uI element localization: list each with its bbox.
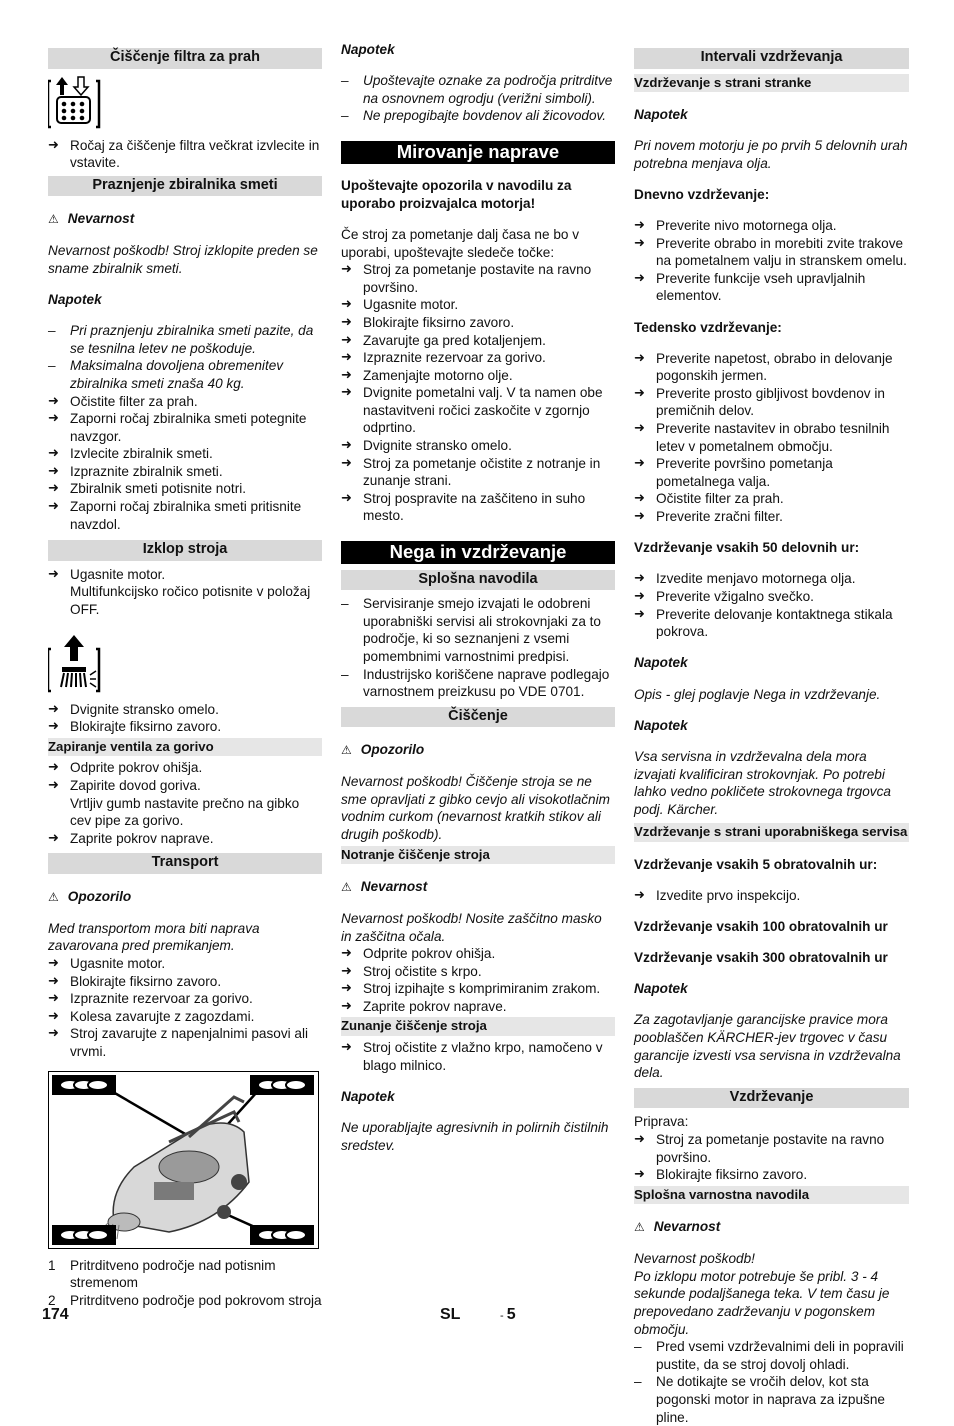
storage-intro: Če stroj za pometanje dalj časa ne bo v uporabi, upoštevajte sledeče točke: bbox=[341, 226, 580, 260]
bin-danger-text: Nevarnost poškodb! Stroj izklopite preden se sname zbiralnik smeti. bbox=[48, 243, 318, 276]
column-3 bbox=[634, 44, 909, 1426]
list-item: – Pred vsemi vzdrževalnimi deli in popravili pustite, da se stroj dovolj ohladi. bbox=[634, 1338, 909, 1373]
note-text: Za zagotavljanje garancijske pravice mora pooblaščen KÄRCHER-jev trgovec v času garancije izvesti vsa servisna in vzdrževalna dela. bbox=[634, 1012, 901, 1081]
list-item: ➜ Izpraznite zbiralnik smeti. bbox=[48, 463, 322, 481]
list-item: – Upoštevajte oznake za področja pritrditve na osnovnem ogrodju (verižni simboli). bbox=[341, 72, 615, 107]
heading-inner: Notranje čiščenje stroja bbox=[341, 846, 615, 865]
list-item: ➜ Stroj očistite z vlažno krpo, namočeno v blago milnico. bbox=[341, 1039, 615, 1074]
list-item: – Ne prepogibajte bovdenov ali žicovodov. bbox=[341, 107, 615, 125]
heading-fuel: Zapiranje ventila za gorivo bbox=[48, 738, 322, 757]
note-text: Vsa servisna in vzdrževalna dela mora izvajati kvalificiran strokovnjak. Po potrebi lahko vedno pokličete strokovnega trgovca podj. Kärcher. bbox=[634, 748, 891, 817]
h300-label: Vzdrževanje vsakih 300 obratovalnih ur bbox=[634, 950, 888, 966]
chapter-care: Nega in vzdrževanje bbox=[341, 541, 615, 564]
transport-warning-text: Med transportom mora biti naprava zavarovana pred premikanjem. bbox=[48, 920, 260, 954]
note-label: Napotek bbox=[634, 981, 688, 997]
list-item: ➜ Stroj za pometanje postavite na ravno površino. bbox=[341, 261, 615, 296]
list-item: ➜ Blokirajte fiksirno zavoro. bbox=[48, 973, 322, 991]
danger-label: ⚠ Nevarnost bbox=[634, 1218, 909, 1237]
bin-note-label: Napotek bbox=[48, 291, 102, 307]
list-item: ➜ Preverite nivo motornega olja. bbox=[634, 217, 909, 235]
list-item: – Ne dotikajte se vročih delov, kot sta pogonski motor in naprava za izpušne pline. bbox=[634, 1373, 909, 1426]
list-item: ➜ Ugasnite motor. bbox=[48, 955, 322, 973]
list-item: ➜ Stroj očistite s krpo. bbox=[341, 963, 615, 981]
note-text: Pri novem motorju je po prvih 5 delovnih urah potrebna menjava olja. bbox=[634, 137, 908, 171]
list-item: ➜ Blokirajte fiksirno zavoro. bbox=[48, 718, 322, 736]
heading-safety: Splošna varnostna navodila bbox=[634, 1186, 909, 1205]
heading-general: Splošna navodila bbox=[341, 570, 615, 591]
list-item: ➜ Preverite vžigalno svečko. bbox=[634, 588, 909, 606]
bin-danger-label: ⚠ Nevarnost bbox=[48, 210, 322, 229]
transport-warning-label: ⚠ Opozorilo bbox=[48, 888, 322, 907]
heading-intervals: Intervali vzdrževanja bbox=[634, 48, 909, 69]
off-step-detail: Multifunkcijsko ročico potisnite v položaj OFF. bbox=[70, 584, 311, 618]
weekly-label: Tedensko vzdrževanje: bbox=[634, 319, 782, 335]
fuel-detail: Vrtljiv gumb nastavite prečno na gibko cev pipe za gorivo. bbox=[70, 795, 300, 829]
list-item: ➜ Zamenjajte motorno olje. bbox=[341, 367, 615, 385]
heading-off: Izklop stroja bbox=[48, 540, 322, 561]
list-item: ➜ Kolesa zavarujte z zagozdami. bbox=[48, 1008, 322, 1026]
list-item: ➜ Blokirajte fiksirno zavoro. bbox=[341, 314, 615, 332]
clean-warning-label: ⚠ Opozorilo bbox=[341, 741, 615, 760]
heading-filter: Čiščenje filtra za prah bbox=[48, 48, 322, 69]
list-item: ➜ Stroj za pometanje postavite na ravno površino. bbox=[634, 1131, 909, 1166]
note-label: Napotek bbox=[634, 655, 688, 671]
h100-label: Vzdrževanje vsakih 100 obratovalnih ur bbox=[634, 918, 888, 934]
list-item: ➜ Očistite filter za prah. bbox=[634, 490, 909, 508]
legend-number: 2 bbox=[48, 1292, 56, 1308]
list-item: ➜ Dvignite stransko omelo. bbox=[341, 437, 615, 455]
list-item: ➜ Zavarujte ga pred kotaljenjem. bbox=[341, 332, 615, 350]
legend-text: Pritrditveno področje nad potisnim stremenom bbox=[70, 1257, 276, 1291]
list-item: ➜ Izvedite prvo inspekcijo. bbox=[634, 887, 909, 905]
heading-maintenance: Vzdrževanje bbox=[634, 1088, 909, 1109]
heading-customer: Vzdrževanje s strani stranke bbox=[634, 74, 909, 93]
storage-intro-bold: Upoštevajte opozorila v navodilu za uporabo proizvajalca motorja! bbox=[341, 178, 572, 211]
filter-step: ➜ Ročaj za čiščenje filtra večkrat izvlecite in vstavite. bbox=[48, 137, 322, 172]
danger-line-2: Po izklopu motor potrebuje še pribl. 3 - 4 sekunde podaljšanega teka. V tem času je prepovedano zadrževanju v pogonskem območju. bbox=[634, 1268, 890, 1337]
list-item: – Servisiranje smejo izvajati le odobreni uporabniški servisi ali strokovnjaki za to področje, ki so seznanjeni z vsemi pomembnimi varnostnimi predpisi. bbox=[341, 595, 615, 665]
legend-number: 1 bbox=[48, 1257, 56, 1273]
list-item: ➜ Preverite napetost, obrabo in delovanje pogonskih jermen. bbox=[634, 350, 909, 385]
list-item: ➜ Odprite pokrov ohišja. bbox=[341, 945, 615, 963]
list-item: – Pri praznjenju zbiralnika smeti pazite, da se tesnilna letev ne poškoduje. bbox=[48, 322, 322, 357]
list-item: ➜ Preverite obrabo in morebiti zvite trakove na pometalnem valju in stranskem omelu. bbox=[634, 235, 909, 270]
prep-label: Priprava: bbox=[634, 1114, 689, 1130]
list-item: ➜ Stroj pospravite na zaščiteno in suho mesto. bbox=[341, 490, 615, 525]
list-item: ➜ Zapirite dovod goriva. bbox=[48, 777, 322, 795]
sweeper-tie-down-figure bbox=[48, 1071, 319, 1249]
outer-note-label: Napotek bbox=[341, 1088, 395, 1104]
list-item: ➜ Dvignite pometalni valj. V ta namen obe nastavitveni ročici zaskočite v zgornjo odprtino. bbox=[341, 384, 615, 437]
inner-danger-label: ⚠ Nevarnost bbox=[341, 878, 615, 897]
list-item: ➜ Izvedite menjavo motornega olja. bbox=[634, 570, 909, 588]
list-item: ➜ Preverite površino pometanja pometalnega valja. bbox=[634, 455, 909, 490]
page-number: 174 bbox=[42, 1306, 69, 1323]
list-item: ➜ Izpraznite rezervoar za gorivo. bbox=[341, 349, 615, 367]
heading-service: Vzdrževanje s strani uporabniškega servisa bbox=[634, 823, 909, 842]
heading-transport: Transport bbox=[48, 853, 322, 874]
daily-label: Dnevno vzdrževanje: bbox=[634, 186, 770, 202]
list-item: – Industrijsko koriščene naprave podlegajo varnostnem preizkusu po VDE 0701. bbox=[341, 666, 615, 701]
list-item: ➜ Preverite zračni filter. bbox=[634, 508, 909, 526]
list-item: ➜ Preverite delovanje kontaktnega stikala pokrova. bbox=[634, 606, 909, 641]
danger-line-1: Nevarnost poškodb! bbox=[634, 1251, 755, 1267]
h50-label: Vzdrževanje vsakih 50 delovnih ur: bbox=[634, 540, 860, 556]
note-label: Napotek bbox=[341, 42, 395, 57]
outer-note-text: Ne uporabljajte agresivnih in polirnih čistilnih sredstev. bbox=[341, 1120, 609, 1153]
list-item: ➜ Preverite nastavitev in obrabo tesnilnih letev v pometalnem območju. bbox=[634, 420, 909, 455]
legend-item bbox=[48, 1257, 322, 1292]
sub-page-number: - 5 bbox=[500, 1306, 516, 1323]
clean-warning-text: Nevarnost poškodb! Čiščenje stroja se ne sme opravljati z gibko cevjo ali visokotlačnim vodnim curkom (nevarnost kratkih stikov ali drugih poškodb). bbox=[341, 774, 610, 842]
list-item: ➜ Očistite filter za prah. bbox=[48, 393, 322, 411]
heading-outer: Zunanje čiščenje stroja bbox=[341, 1017, 615, 1036]
legend-item bbox=[48, 1292, 322, 1310]
sub-page-number-value: 5 bbox=[506, 1306, 516, 1323]
list-item: ➜ Stroj zavarujte z napenjalnimi pasovi ali vrvmi. bbox=[48, 1025, 322, 1060]
list-item: ➜ Preverite prosto gibljivost bovdenov in premičnih delov. bbox=[634, 385, 909, 420]
list-item: ➜ Blokirajte fiksirno zavoro. bbox=[634, 1166, 909, 1184]
list-item: ➜ Ugasnite motor. bbox=[341, 296, 615, 314]
list-item: ➜ Ugasnite motor. bbox=[48, 566, 322, 584]
list-item: ➜ Zbiralnik smeti potisnite notri. bbox=[48, 480, 322, 498]
list-item: ➜ Zaprite pokrov naprave. bbox=[48, 830, 322, 848]
list-item: ➜ Zaporni ročaj zbiralnika smeti pritisnite navzdol. bbox=[48, 498, 322, 533]
list-item: ➜ Stroj izpihajte s komprimiranim zrakom. bbox=[341, 980, 615, 998]
h5-label: Vzdrževanje vsakih 5 obratovalnih ur: bbox=[634, 856, 878, 872]
chapter-storage: Mirovanje naprave bbox=[341, 141, 615, 164]
list-item: ➜ Preverite funkcije vseh upravljalnih elementov. bbox=[634, 270, 909, 305]
note-text: Opis - glej poglavje Nega in vzdrževanje. bbox=[634, 686, 881, 702]
side-broom-lift-icon bbox=[48, 635, 322, 695]
list-item: – Maksimalna dovoljena obremenitev zbiralnika smeti znaša 40 kg. bbox=[48, 357, 322, 392]
legend-text: Pritrditveno področje pod pokrovom stroja bbox=[70, 1292, 322, 1308]
note-label: Napotek bbox=[634, 106, 688, 122]
column-2 bbox=[341, 44, 615, 1154]
list-item: ➜ Zaprite pokrov naprave. bbox=[341, 998, 615, 1016]
list-item: ➜ Izpraznite rezervoar za gorivo. bbox=[48, 990, 322, 1008]
note-label: Napotek bbox=[634, 717, 688, 733]
list-item: ➜ Izvlecite zbiralnik smeti. bbox=[48, 445, 322, 463]
list-item: ➜ Dvignite stransko omelo. bbox=[48, 701, 322, 719]
heading-clean: Čiščenje bbox=[341, 707, 615, 728]
column-1 bbox=[48, 44, 322, 1309]
list-item: ➜ Zaporni ročaj zbiralnika smeti potegnite navzgor. bbox=[48, 410, 322, 445]
language-code: SL bbox=[440, 1306, 461, 1323]
heading-bin: Praznjenje zbiralnika smeti bbox=[48, 176, 322, 197]
filter-handle-icon bbox=[48, 75, 322, 131]
list-item: ➜ Odprite pokrov ohišja. bbox=[48, 759, 322, 777]
list-item: ➜ Stroj za pometanje očistite z notranje in zunanje strani. bbox=[341, 455, 615, 490]
inner-danger-text: Nevarnost poškodb! Nosite zaščitno masko in zaščitna očala. bbox=[341, 910, 602, 944]
